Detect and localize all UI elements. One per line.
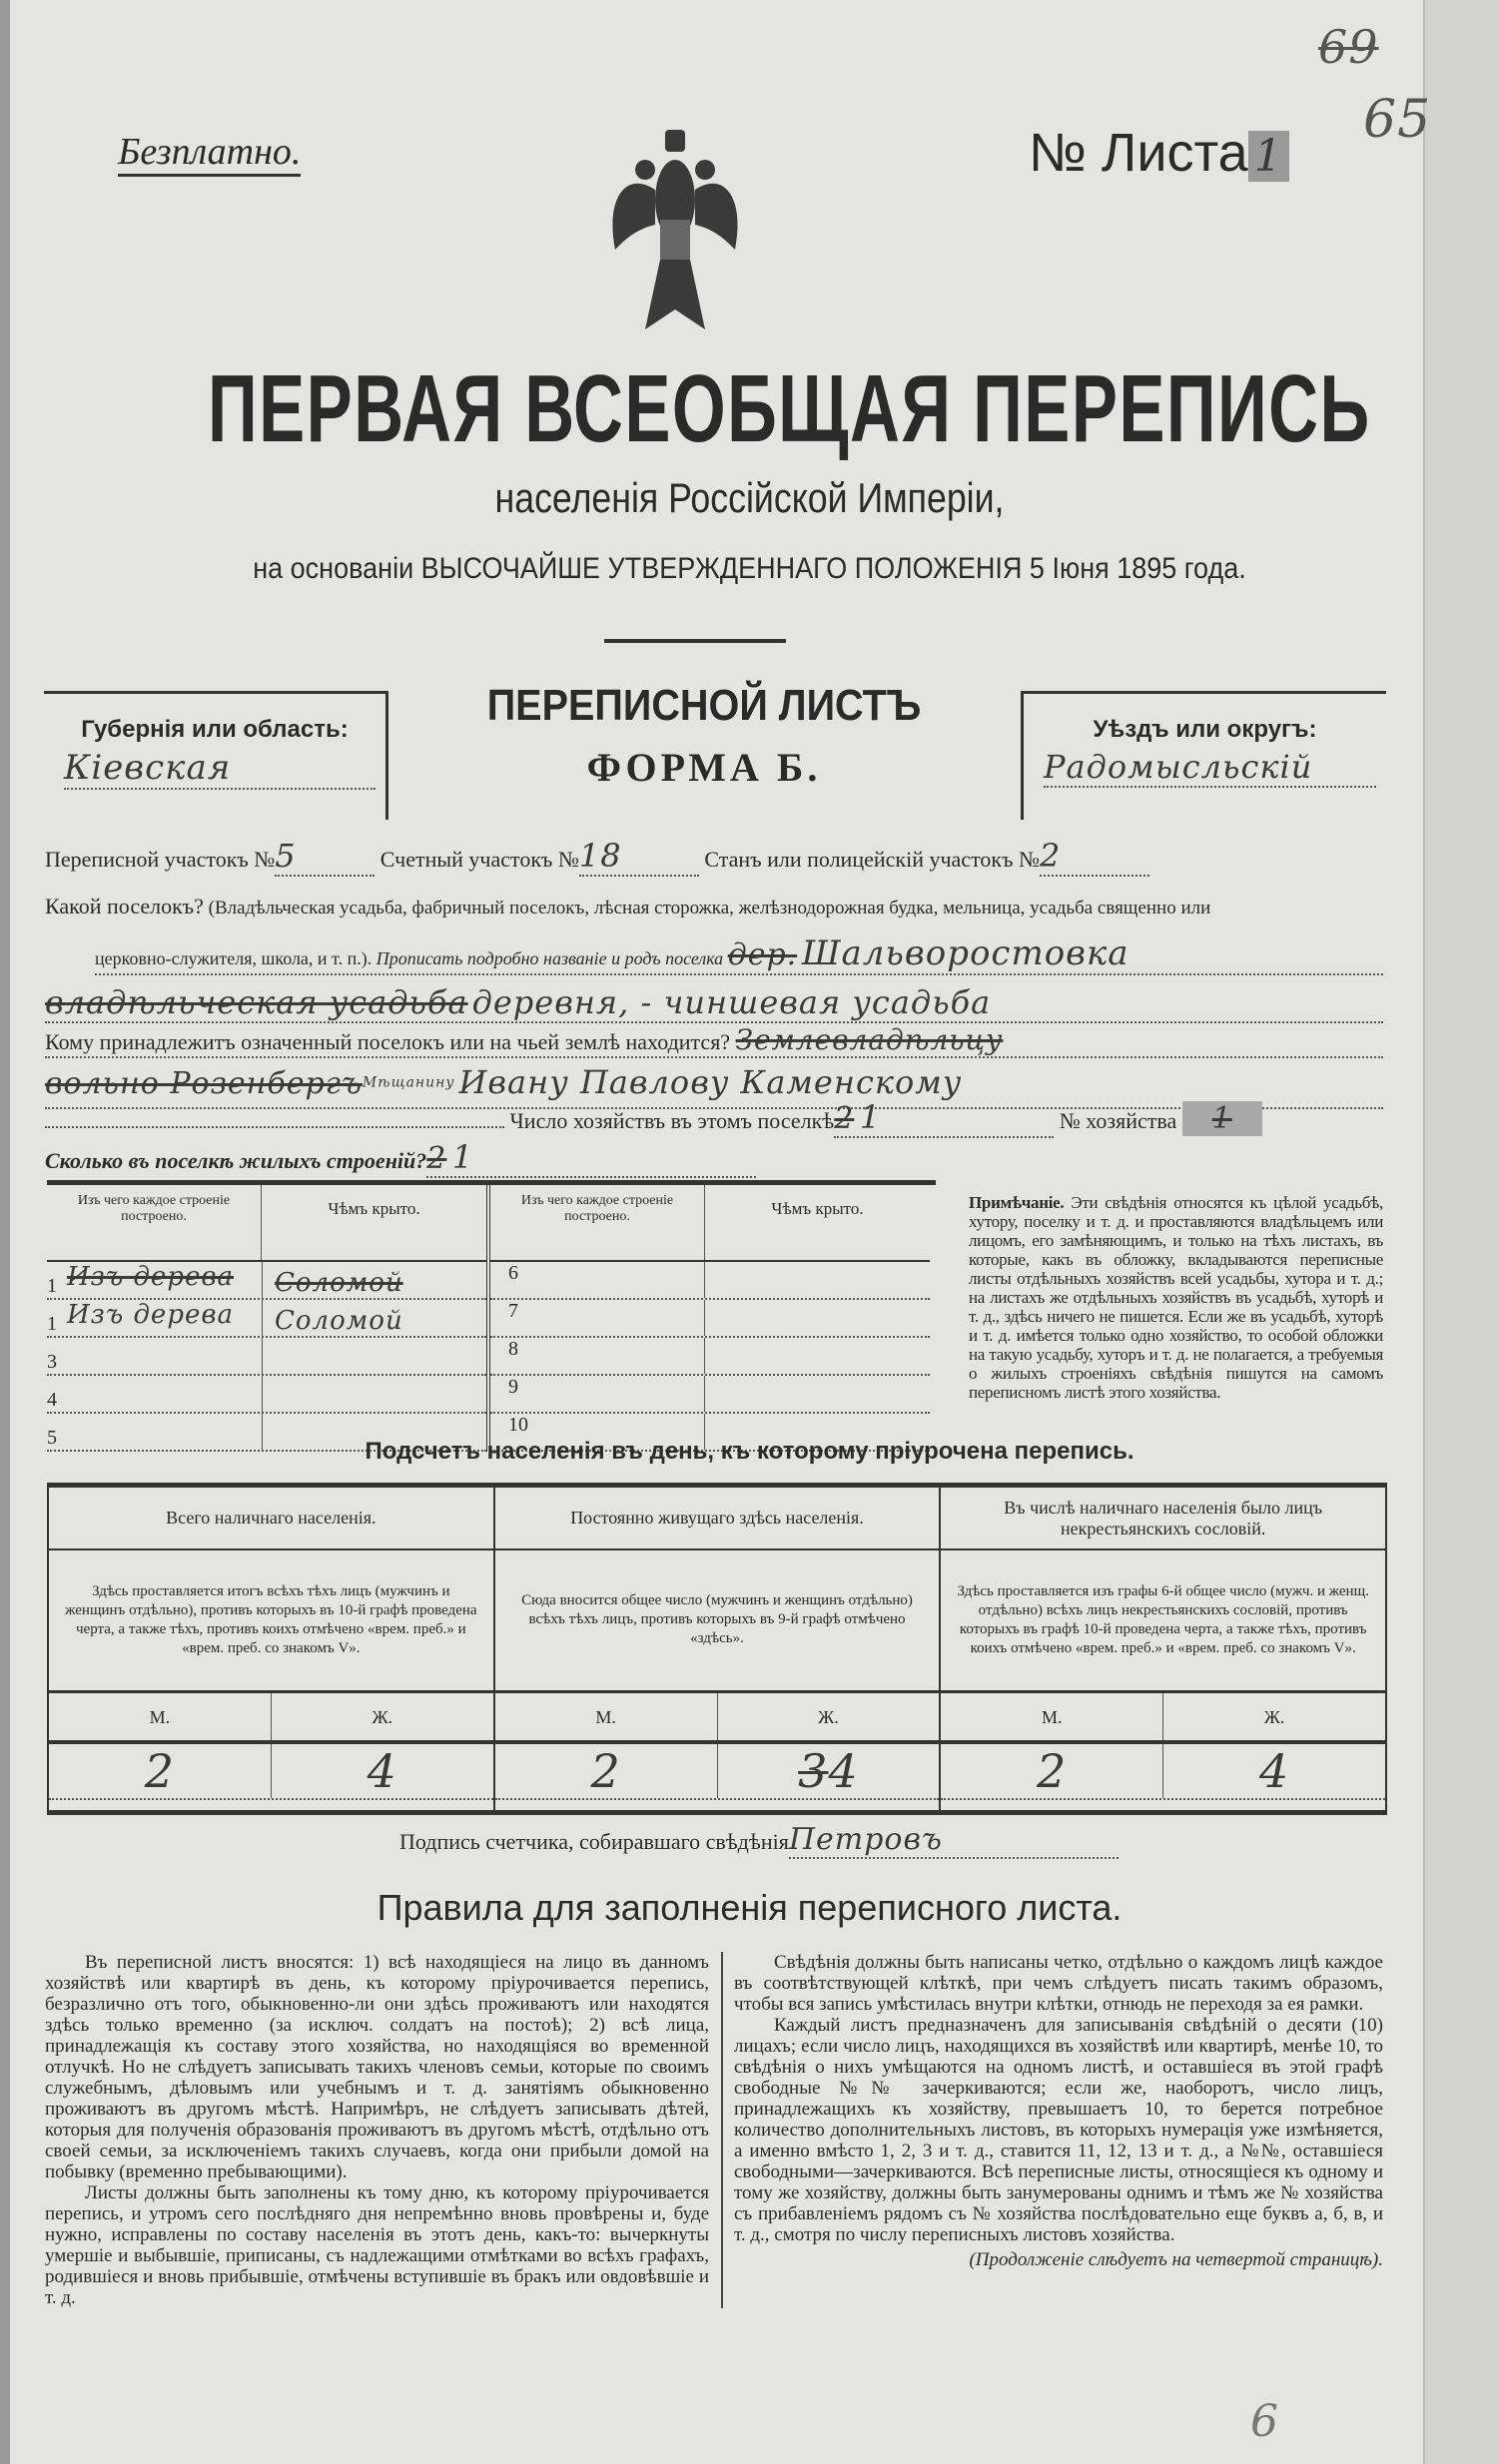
building-roof: Соломой [275,1268,403,1298]
building-material [67,1376,263,1412]
building-row [490,1300,930,1338]
households-line [45,1098,1383,1138]
divider [604,639,786,643]
buildings-label: Сколько въ поселкѣ жилыхъ строеній? [45,1148,427,1173]
female-count-cell [272,1744,493,1798]
sheet-number: 1 [1248,131,1289,182]
count-row [941,1744,1385,1800]
row-number: 6 [490,1262,705,1298]
sheet-label-text: № Листа [1029,123,1248,183]
signature-label: Подпись счетчика, собиравшаго свѣдѣнія [399,1829,789,1854]
buildings-table [47,1180,936,1452]
archive-number: 65 [1363,90,1432,150]
form-name: ПЕРЕПИСНОЙ ЛИСТЪ [486,681,922,730]
buildings-value: 1 [451,1138,474,1176]
row-number: 3 [47,1351,57,1373]
population-column-title: Всего наличнаго населенія. [49,1488,493,1550]
buildings-struck: 2 [426,1141,447,1176]
settlement-hint: (Владѣльческая усадьба, фабричный поселокъ, лѣсная сторожка, желѣзнодорожная будка, мельница, усадьба священно или [208,898,1211,919]
sex-header-row [495,1693,940,1744]
building-roof: Соломой [275,1306,403,1336]
double-headed-eagle-emblem [605,130,745,349]
owner-estate-note: Мѣщанину [362,1074,455,1091]
settlement-struck: дер. [727,937,798,972]
count-area-value: 18 [579,837,699,877]
owner-label: Кому принадлежитъ означенный поселокъ или на чьей землѣ находится? [45,1029,731,1054]
row-number: 4 [47,1389,57,1411]
population-table [47,1483,1387,1815]
settlement-value: Шальворостовка [801,933,1129,973]
household-no-label: № хозяйства [1059,1108,1177,1133]
male-header: М. [495,1693,718,1740]
households-label: Число хозяйствъ въ этомъ поселкѣ [509,1108,835,1133]
building-row [490,1376,930,1414]
settlement-hint-2: церковно-служителя, школа, и т. п.). [95,948,373,968]
settlement-label: Какой поселокъ? [45,894,204,919]
building-row [490,1262,930,1300]
gubernia-value: Кіевская [64,748,375,790]
building-material: Изъ дерева [67,1262,263,1298]
count-area-label: Счетный участокъ № [379,847,579,872]
female-count: 4 [828,1744,859,1798]
note-text: Эти свѣдѣнія относятся къ цѣлой усадьбѣ, хутору, поселку и т. д. и проставляются владѣльцемъ или лицомъ, его замѣняющимъ, и только на тѣхъ листахъ, въ которые, какъ въ обложку, вкладываются переписные листы отдѣльныхъ хозяйствъ всей усадьбы, хутора и т. д.; на листахъ же отдѣльныхъ хозяйствъ въ усадьбѣ, хуторѣ и т. д., здѣсь ничего не пишется. Если же въ усадьбѣ, хуторѣ и т. д. имѣется только одно хозяйство, то особой обложки на такую усадьбу, хуторъ и т. д. не полагается, а требуемыя о жилыхъ строеніяхъ свѣдѣнія пишутся на самомъ переписномъ листѣ этого хозяйства. [969,1193,1383,1402]
row-number: 1 [47,1275,57,1297]
police-area-value: 2 [1040,837,1149,877]
building-row [490,1338,930,1376]
enumerator-signature: Петровъ [789,1822,1119,1859]
police-area-label: Станъ или полицейскій участокъ № [704,847,1040,872]
col-roof-header: Чѣмъ крыто. [328,1199,420,1218]
signature-line [399,1822,1119,1859]
buildings-note [969,1193,1383,1402]
sex-header-row [941,1693,1385,1744]
female-count-cell [1163,1744,1385,1798]
rules-title: Правила для заполненія переписного листа. [376,1887,1123,1928]
col-material-header: Изъ чего каждое строеніе построено. [490,1185,705,1260]
census-subtitle: населенія Россійской Имперіи, [494,474,1005,521]
households-value: 1 [859,1098,882,1136]
census-title: ПЕРВАЯ ВСЕОБЩАЯ ПЕРЕПИСЬ [208,355,1371,462]
census-basis: на основаніи ВЫСОЧАЙШЕ УТВЕРЖДЕННАГО ПОЛОЖЕНІЯ 5 Іюня 1895 года. [253,552,1246,585]
count-row [495,1744,940,1800]
female-count: 4 [1258,1744,1290,1798]
scan-edge-right [1423,0,1499,2464]
female-header: Ж. [818,1706,839,1727]
population-heading: Подсчетъ населенія въ день, къ которому пріурочена перепись. [365,1438,1134,1465]
buildings-table-header [490,1185,930,1262]
population-column-description: Сюда вносится общее число (мужчинъ и женщинъ отдѣльно) всѣхъ тѣхъ лицъ, противъ которыхъ въ 9-й графѣ отмѣчено «здѣсь». [495,1550,940,1693]
settlement-hint-3: Прописать подробно названіе и родъ поселка [375,948,724,968]
row-number: 9 [490,1376,705,1412]
population-column [495,1488,942,1810]
male-header: М. [49,1693,272,1740]
rules-right-column [734,1952,1383,2271]
building-row [47,1338,486,1376]
page-mark: 6 [1250,2396,1279,2447]
row-number: 8 [490,1338,705,1374]
sex-header-row [49,1693,493,1744]
note-title: Примѣчаніе. [969,1193,1065,1212]
row-number: 1 [47,1313,57,1335]
rules-left-column [45,1952,723,2308]
row-number: 10 [490,1414,705,1450]
col-roof-header: Чѣмъ крыто. [771,1199,864,1218]
gubernia-label: Губернія или область: [81,716,349,743]
scan-edge-left [0,0,10,2464]
census-area-value: 5 [275,837,375,877]
male-header: М. [941,1693,1163,1740]
form-type: ФОРМА Б. [586,745,822,790]
owner-line [45,1023,1383,1058]
population-column-title: Постоянно живущаго здѣсь населенія. [495,1488,940,1550]
population-column-description: Здѣсь проставляется изъ графы 6-й общее число (мужч. и женщ. отдѣльно) всѣхъ лицъ некрестьянскихъ сословій, противъ которыхъ въ графѣ 10-й проведена черта, а также тѣхъ, противъ коихъ отмѣчено «врем. преб.» и «врем. преб. со знакомъ V». [941,1550,1385,1693]
male-count: 2 [49,1744,272,1798]
female-count: 4 [367,1744,397,1798]
gubernia-box [44,691,388,820]
rules-paragraph: Въ переписной листъ вносятся: 1) всѣ находящіеся на лицо въ данномъ хозяйствѣ или квартирѣ въ день, къ которому пріурочивается перепись, безразлично отъ того, обыкновенно-ли они здѣсь проживаютъ или находятся здѣсь только временно (за исключ. солдатъ на постоѣ); 2) всѣ лица, принадлежащія къ составу этого хозяйства, но находящіяся во временной отлучкѣ. Но не слѣдуетъ записывать такихъ членовъ семьи, которые по своимъ служебнымъ, дѣловымъ или учебнымъ и т. д. занятіямъ обыкновенно проживаютъ въ другомъ мѣстѣ. Напримѣръ, не слѣдуетъ записывать дѣтей, которыя для полученія образованія проживаютъ въ другомъ мѣстѣ, отдѣльно отъ своей семьи, за исключеніемъ такихъ случаевъ, когда они прибыли домой на побывку (временно пребывающими). [45,1952,709,2182]
uezd-box [1021,691,1386,820]
population-column [49,1488,495,1810]
census-area-label: Переписной участокъ № [45,847,276,872]
households-struck: 2 [834,1101,855,1136]
male-count: 2 [941,1744,1163,1798]
archive-number-old: 69 [1318,20,1379,74]
settlement-line [45,894,1383,920]
rules-paragraph: Листы должны быть заполнены къ тому дню, къ которому пріурочивается перепись, и утромъ сего послѣдняго дня непремѣнно вновь провѣрены и, буде нужно, исправлены по составу населенія въ этотъ день, какъ-то: вычеркнуты умершіе и выбывшіе, приписаны, съ надлежащими отмѣтками во всѣхъ графахъ, родившіеся и вновь прибывшіе, отмѣчены вступившіе въ бракъ или овдовѣвшіе и т. д. [45,2182,709,2308]
settlement-line-2 [95,933,1383,975]
female-count-cell [718,1744,940,1798]
population-column-description: Здѣсь проставляется итогъ всѣхъ тѣхъ лицъ (мужчинъ и женщинъ отдѣльно), противъ которыхъ въ 10-й графѣ проведена черта, а также тѣхъ, противъ коихъ отмѣчено «врем. преб.» и «врем. преб. со знакомъ V». [49,1550,493,1693]
row-number: 5 [47,1427,57,1449]
buildings-table-header [47,1185,486,1262]
owner-struck: Землевладѣльцу [735,1023,1004,1056]
building-row [47,1376,486,1414]
owner-value: Ивану Павлову Каменскому [458,1063,963,1101]
building-row [47,1262,486,1300]
household-no-value: 1 [1182,1101,1262,1136]
settlement-type-struck: владѣльческая усадьба [45,983,468,1021]
settlement-line-3 [45,983,1383,1023]
col-material-header: Изъ чего каждое строеніе построено. [47,1185,262,1260]
population-column-title: Въ числѣ наличнаго населенія было лицъ некрестьянскихъ сословій. [941,1488,1385,1550]
owner-line2-struck: вольно Розенбергъ [45,1066,363,1101]
building-material [67,1338,263,1374]
rules-paragraph: Каждый листъ предназначенъ для записыванія свѣдѣній о десяти (10) лицахъ; если число лицъ, находящихся въ хозяйствѣ или квартирѣ, менѣе 10, то свѣдѣнія о нихъ умѣщаются на одномъ листѣ, и оставшіеся въ этой графѣ свободные №№ зачеркиваются; если же, наоборотъ, число лицъ, принадлежащихъ къ хозяйству, превышаетъ 10, то берется потребное количество дополнительныхъ листовъ, въ которыхъ нумерація уже измѣняется, а именно вмѣсто 1, 2, 3 и т. д., ставится 11, 12, 13 и т. д., а №№, оставшіеся свободными—зачеркиваются. Всѣ переписные листы, относящіеся къ одному и тому же хозяйству, должны быть занумерованы однимъ и тѣмъ же № хозяйства съ прибавленіемъ рядомъ съ № хозяйства послѣдовательно еще буквъ а, б, в, и т. д., смотря по числу переписныхъ листовъ хозяйства. [734,2015,1383,2245]
building-material: Изъ дерева [67,1300,263,1336]
female-count-struck: 3 [798,1744,829,1798]
sheet-number-label [1029,122,1289,184]
uezd-value: Радомысльскій [1044,748,1376,788]
female-header: Ж. [1263,1706,1285,1727]
rules-continued: (Продолженіе слѣдуетъ на четвертой страницѣ). [969,2249,1383,2270]
row-number: 7 [490,1300,705,1336]
buildings-line [45,1138,756,1178]
male-count: 2 [495,1744,718,1798]
count-row [49,1744,493,1800]
female-header: Ж. [372,1706,393,1727]
building-row [47,1300,486,1338]
settlement-type: деревня, - чиншевая усадьба [471,983,992,1021]
rules-paragraph: Свѣдѣнія должны быть написаны четко, отдѣльно о каждомъ лицѣ каждое въ соотвѣтствующей клѣткѣ, при чемъ слѣдуетъ писать такимъ образомъ, чтобы вся запись умѣстилась внутри клѣтки, отнюдь не переходя за ея рамки. [734,1952,1383,2015]
population-column [941,1488,1385,1810]
area-line [45,837,1149,877]
free-label: Безплатно. [118,130,301,177]
uezd-label: Уѣздъ или округъ: [1093,716,1317,743]
